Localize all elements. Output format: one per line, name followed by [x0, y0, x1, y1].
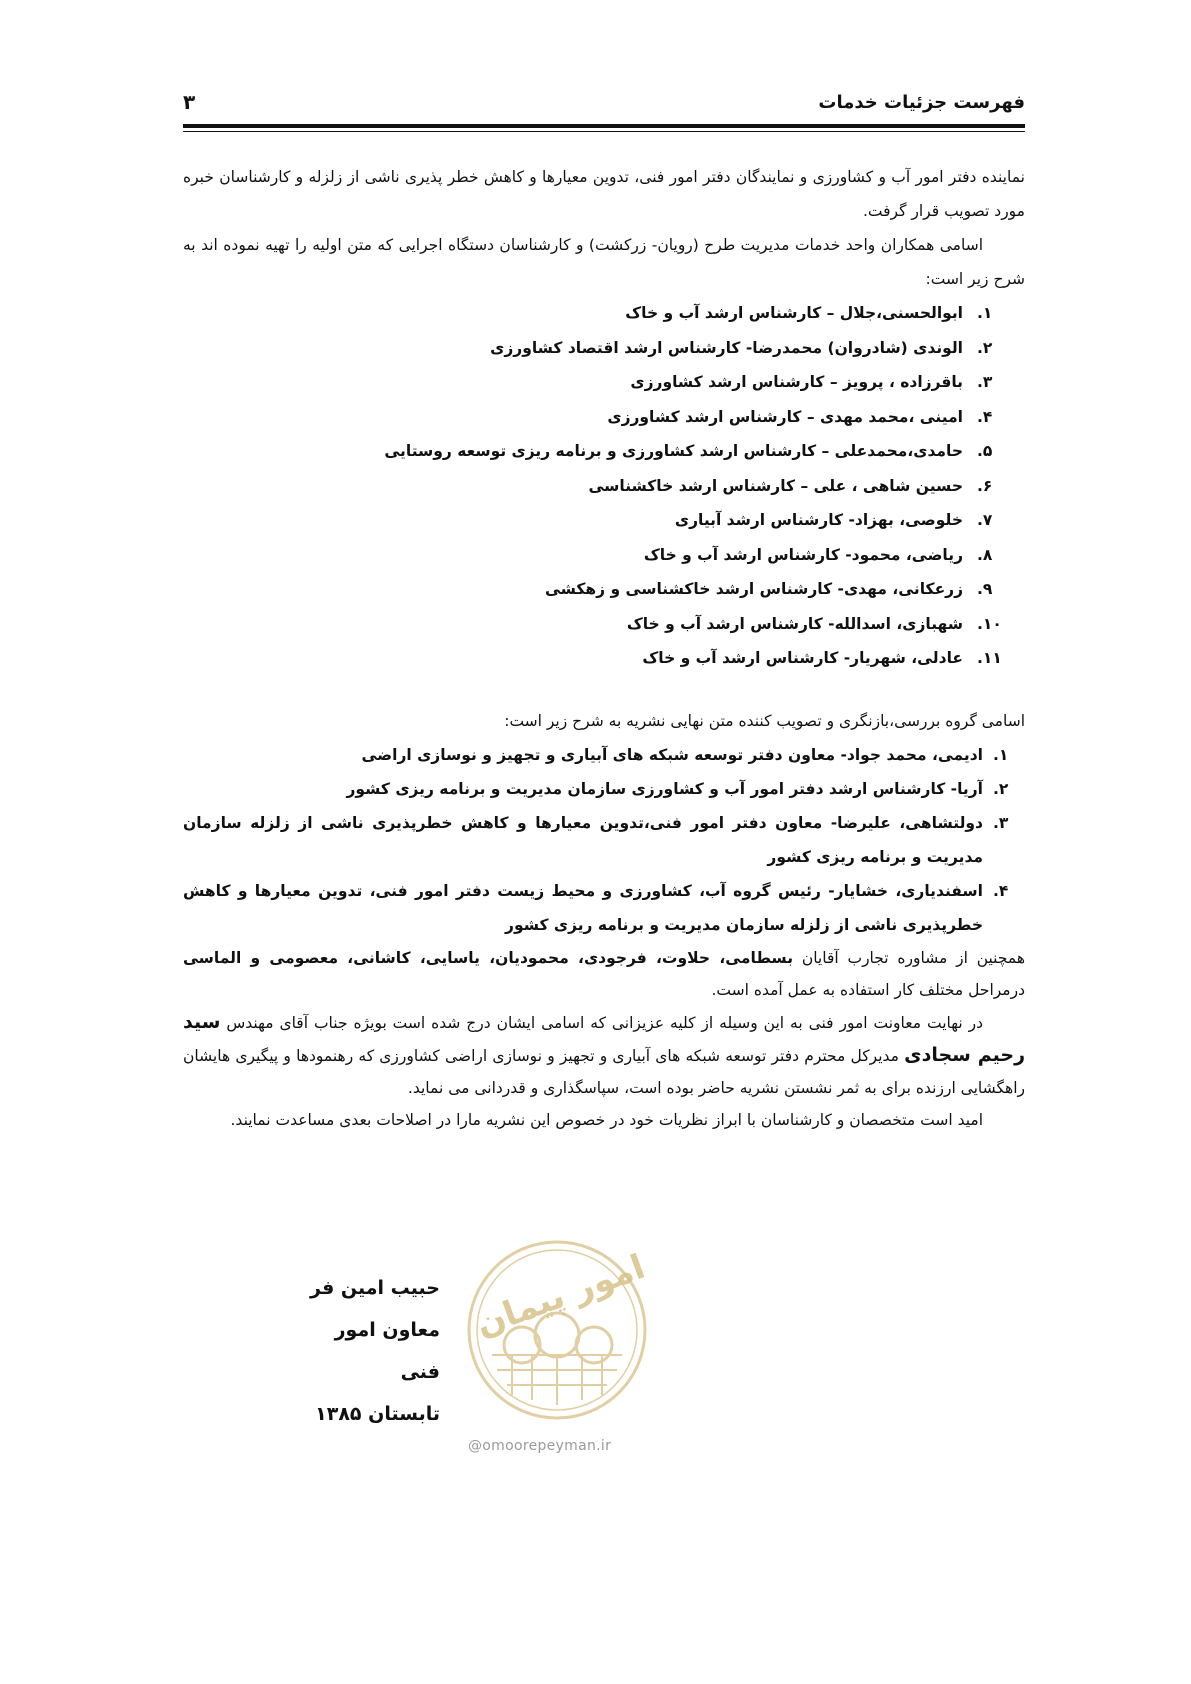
- list-item: [183, 365, 1025, 400]
- list-item-number: ۹.: [977, 580, 993, 598]
- signatory-name: حبیب امین فر: [310, 1277, 440, 1299]
- header-rule-thin: [183, 131, 1025, 132]
- list-item-number: ۴.: [977, 407, 993, 426]
- consultants-suffix: درمراحل مختلف کار استفاده به عمل آمده است.: [711, 980, 1025, 999]
- list-item-number: ۲.: [993, 779, 1009, 798]
- header-rule-thick: [183, 124, 1025, 128]
- list-item: [183, 503, 1025, 538]
- acknowledged-person-name: سید رحیم سجادی: [183, 1010, 1026, 1066]
- list-item-number: ۲.: [977, 338, 993, 357]
- list-item: [183, 434, 1025, 469]
- list-item-text: الوندی (شادروان) محمدرضا- کارشناس ارشد اقتصاد کشاورزی: [490, 338, 963, 357]
- page-header: [183, 92, 1025, 122]
- list-item-text: شهبازی، اسدالله- کارشناس ارشد آب و خاک: [626, 614, 963, 633]
- list-item-number: ۱۱.: [977, 649, 1002, 667]
- list-item-text: امینی ،محمد مهدی – کارشناس ارشد کشاورزی: [607, 407, 963, 426]
- list-item: [183, 607, 1025, 642]
- closing-paragraph: امید است متخصصان و کارشناسان با ابراز نظریات خود در خصوص این نشریه مارا در اصلاحات بعدی مساعدت نمایند.: [230, 1110, 983, 1129]
- list-item: [183, 538, 1025, 573]
- page-number: ۳: [183, 90, 196, 114]
- consultants-paragraph: [183, 942, 1025, 1006]
- watermark-url: @omoorepeyman.ir: [468, 1438, 612, 1454]
- preparation-team-list: [183, 296, 1025, 676]
- review-group-list: [183, 738, 1025, 942]
- list-item-text: حسین شاهی ، علی – کارشناس ارشد خاکشناسی: [588, 476, 963, 495]
- list-item-number: ۵.: [977, 442, 993, 460]
- review-intro: اسامی گروه بررسی،بازنگری و تصویب کننده متن نهایی نشریه به شرح زیر است:: [504, 711, 1025, 730]
- list-item-number: ۷.: [977, 511, 993, 529]
- list-item: [183, 772, 1025, 806]
- list-item-text: ادیمی، محمد جواد- معاون دفتر توسعه شبکه های آبیاری و تجهیز و نوسازی اراضی: [361, 745, 983, 764]
- list-item-text: عادلی، شهریار- کارشناس ارشد آب و خاک: [642, 649, 963, 667]
- svg-text:امور پیمان: امور پیمان: [470, 1246, 651, 1345]
- consultants-names: بسطامی، حلاوت، فرجودی، محمودیان، یاسایی، کاشانی، معصومی و الماسی: [183, 948, 794, 967]
- list-item: [183, 874, 1025, 942]
- list-item: [183, 806, 1025, 874]
- list-item: [183, 641, 1025, 676]
- list-item: [183, 296, 1025, 331]
- list-item-number: ۱.: [993, 745, 1009, 764]
- list-item: [183, 331, 1025, 366]
- list-item-text: خلوصی، بهزاد- کارشناس ارشد آبیاری: [674, 511, 963, 529]
- intro-paragraph-2: اسامی همکاران واحد خدمات مدیریت طرح (رویان- زرکشت) و کارشناسان دستگاه اجرایی که متن اولیه را تهیه نموده اند به شرح زیر است:: [183, 236, 1025, 288]
- intro-paragraph-1: نماینده دفتر امور آب و کشاورزی و نمایندگان دفتر امور فنی، تدوین معیارها و کاهش خطر پذیری ناشی از زلزله و کارشناسان خبره مورد تصویب قرار گرفت.: [183, 168, 1025, 220]
- list-item-text: زرعکانی، مهدی- کارشناس ارشد خاکشناسی و زهکشی: [544, 580, 963, 598]
- list-item-text: حامدی،محمدعلی – کارشناس ارشد کشاورزی و برنامه ریزی توسعه روستایی: [384, 442, 963, 460]
- list-item-text: ریاضی، محمود- کارشناس ارشد آب و خاک: [643, 545, 963, 564]
- list-item: [183, 400, 1025, 435]
- list-item-number: ۳.: [977, 373, 993, 391]
- consultants-prefix: همچنین از مشاوره تجارب آقایان: [793, 948, 1025, 967]
- list-item-number: ۳.: [993, 813, 1009, 832]
- acknowledgement-before: در نهایت معاونت امور فنی به این وسیله از کلیه عزیزانی که اسامی ایشان درج شده است بویژه جناب آقای مهندس: [220, 1013, 983, 1032]
- list-item-text: آریا- کارشناس ارشد دفتر امور آب و کشاورزی سازمان مدیریت و برنامه ریزی کشور: [346, 779, 983, 798]
- list-item-text: باقرزاده ، پرویز – کارشناس ارشد کشاورزی: [630, 373, 963, 391]
- list-item-number: ۱۰.: [977, 614, 1002, 633]
- signature-block: [290, 1267, 440, 1435]
- list-item-number: ۶.: [977, 476, 993, 495]
- signatory-role: معاون امور فنی: [334, 1319, 440, 1383]
- header-title: فهرست جزئیات خدمات: [818, 92, 1025, 113]
- list-item-text: دولتشاهی، علیرضا- معاون دفتر امور فنی،تدوین معیارها و کاهش خطرپذیری ناشی از زلزله سازمان مدیریت و برنامه ریزی کشور: [183, 813, 983, 866]
- list-item: [183, 738, 1025, 772]
- list-item: [183, 469, 1025, 504]
- list-item-number: ۱.: [977, 304, 993, 322]
- section-spacer: [183, 676, 1025, 704]
- acknowledgement-after: مدیرکل محترم دفتر توسعه شبکه های آبیاری و تجهیز و نوسازی اراضی کشاورزی که رهنمودها و پیگیری هایشان راهگشایی ارزنده برای به ثمر نشستن نشریه حاضر بوده است، سپاسگذاری و قدردانی می نماید.: [183, 1046, 1025, 1097]
- list-item-text: اسفندیاری، خشایار- رئیس گروه آب، کشاورزی و محیط زیست دفتر امور فنی، تدوین معیارها و کاهش خطرپذیری ناشی از زلزله سازمان مدیریت و برنامه ریزی کشور: [183, 881, 983, 934]
- publisher-seal-watermark: [462, 1235, 652, 1425]
- document-body: [183, 160, 1025, 1136]
- acknowledgement-paragraph: [183, 1006, 1025, 1104]
- list-item-number: ۴.: [993, 881, 1009, 900]
- signature-date: تابستان ۱۳۸۵: [315, 1403, 440, 1425]
- list-item-number: ۸.: [977, 545, 993, 564]
- list-item-text: ابوالحسنی،جلال – کارشناس ارشد آب و خاک: [625, 304, 963, 322]
- list-item: [183, 572, 1025, 607]
